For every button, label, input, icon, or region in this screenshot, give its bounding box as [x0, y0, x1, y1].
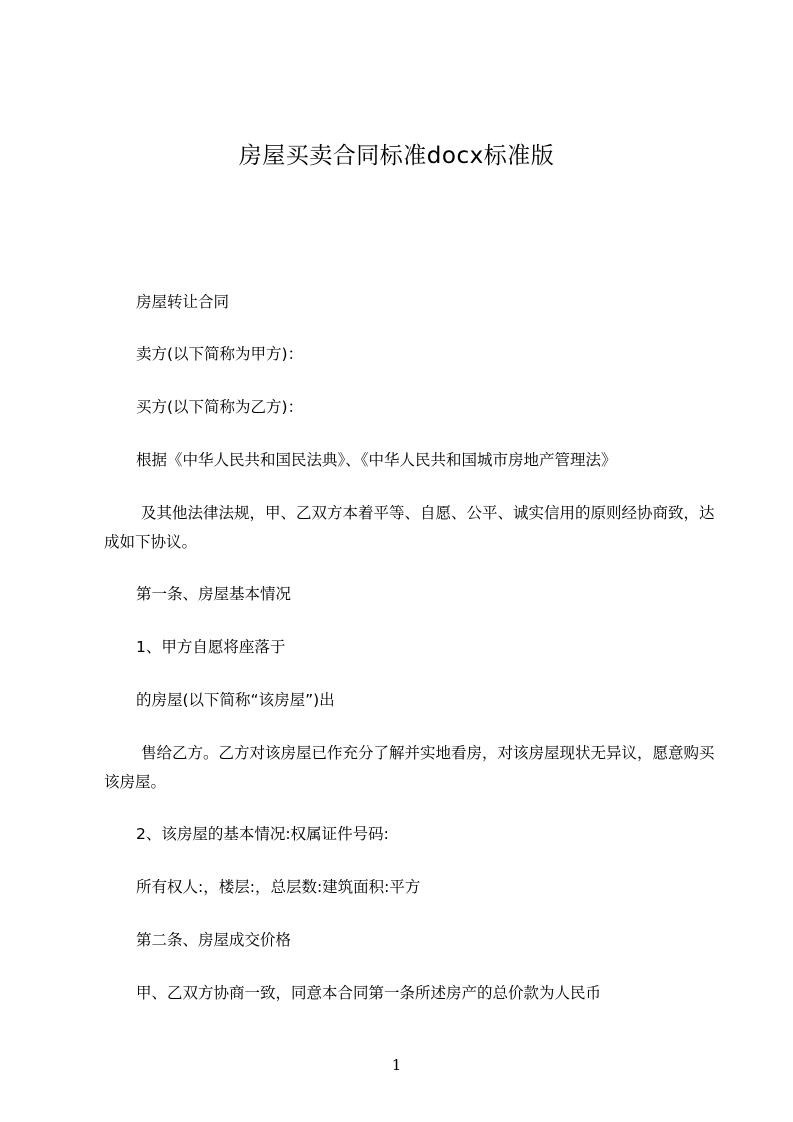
- paragraph-article-two: 第二条、房屋成交价格: [136, 931, 292, 949]
- paragraph-article-one: 第一条、房屋基本情况: [136, 585, 292, 603]
- document-title: 房屋买卖合同标准docx标准版: [238, 143, 555, 169]
- paragraph-sale: 售给乙方。乙方对该房屋已作充分了解并实地看房，对该房屋现状无异议，愿意购买该房屋。: [104, 744, 715, 791]
- paragraph-buyer: 买方(以下简称为乙方)：: [136, 398, 304, 416]
- paragraph-location: 1、甲方自愿将座落于: [136, 638, 286, 656]
- paragraph-ownership: 所有权人:，楼层:，总层数:建筑面积:平方: [136, 878, 421, 896]
- paragraph-principles: 及其他法律法规，甲、乙双方本着平等、自愿、公平、诚实信用的原则经协商致，达成如下协议。: [104, 504, 715, 551]
- paragraph-seller: 卖方(以下简称为甲方)：: [136, 345, 304, 363]
- paragraph-legal-basis: 根据《中华人民共和国民法典》、《中华人民共和国城市房地产管理法》: [136, 451, 617, 469]
- page-number: 1: [391, 1056, 402, 1074]
- paragraph-basic-info: 2、该房屋的基本情况:权属证件号码:: [136, 825, 389, 843]
- paragraph-contract-heading: 房屋转让合同: [136, 293, 230, 311]
- paragraph-price: 甲、乙双方协商一致，同意本合同第一条所述房产的总价款为人民币: [136, 984, 602, 1002]
- paragraph-property-ref: 的房屋(以下简称“该房屋”)出: [136, 691, 335, 709]
